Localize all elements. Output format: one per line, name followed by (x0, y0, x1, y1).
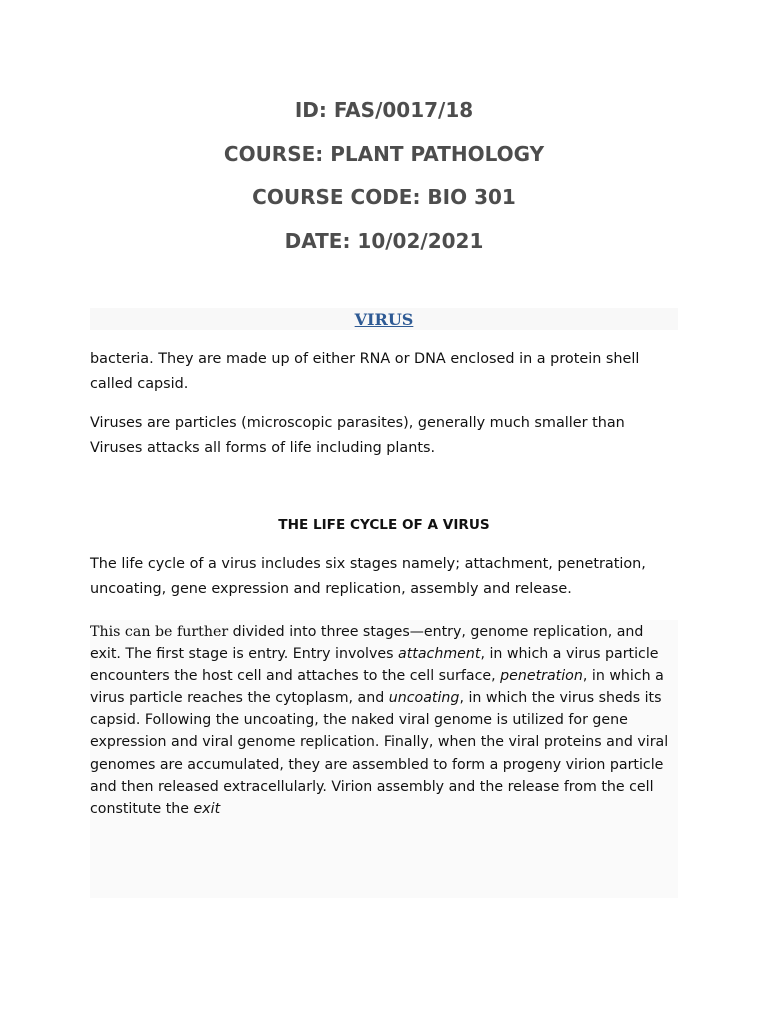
term-uncoating: uncoating (388, 690, 460, 707)
term-penetration: penetration (500, 668, 583, 685)
virus-section-title: VIRUS (354, 310, 414, 329)
date-line: DATE: 10/02/2021 (284, 229, 484, 253)
virus-paragraph-2: Viruses are particles (microscopic parasites), generally much smaller than Viruses attacks all forms of life including plants. (90, 415, 625, 456)
term-attachment: attachment (398, 646, 481, 663)
block-text-3: , in which a virus particle reaches the cytoplasm, and (90, 668, 664, 707)
life-cycle-detail-block (90, 621, 678, 820)
block-lead-text: This can be further (90, 624, 229, 640)
virus-paragraph-1: bacteria. They are made up of either RNA or DNA enclosed in a protein shell called capsid. (90, 351, 640, 392)
block-text-2: , in which a virus particle encounters the host cell and attaches to the cell surface, (90, 646, 659, 685)
student-id: ID: FAS/0017/18 (294, 98, 474, 122)
life-cycle-heading: THE LIFE CYCLE OF A VIRUS (278, 517, 490, 533)
block-text-4: , in which the virus sheds its capsid. Following the uncoating, the naked viral genome is utilized for gene expression and viral genome replication. Finally, when the viral proteins and viral genomes are accumulated, they are assembled to form a progeny virion particle and then released extracellularly. Virion assembly and the release from the cell constitute the (90, 690, 669, 817)
block-text-1: divided into three stages—entry, genome replication, and exit. The first stage is entry. Entry involves (90, 624, 644, 663)
course-name: COURSE: PLANT PATHOLOGY (223, 142, 545, 166)
life-cycle-paragraph: The life cycle of a virus includes six stages namely; attachment, penetration, uncoating, gene expression and replication, assembly and release. (90, 556, 646, 597)
term-exit: exit (193, 800, 221, 817)
course-code: COURSE CODE: BIO 301 (252, 185, 516, 209)
